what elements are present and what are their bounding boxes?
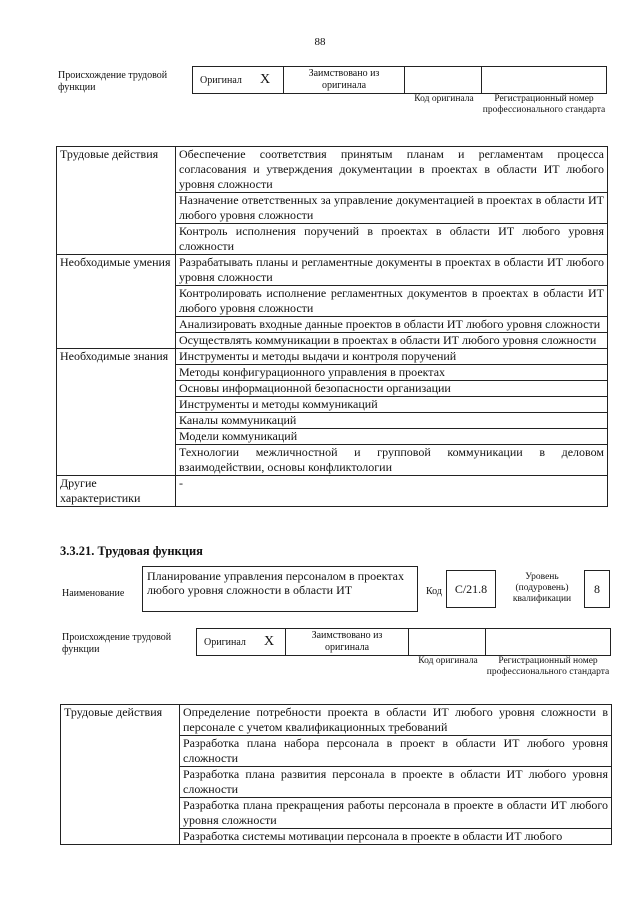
reg-number-caption: Регистрационный номер профессионального стандарта (486, 656, 610, 677)
table-cell: Назначение ответственных за управление документацией в проектах в области ИТ любого уровня сложности (176, 193, 608, 224)
row-head: Трудовые действия (57, 147, 176, 255)
table-cell: Инструменты и методы коммуникаций (176, 397, 608, 413)
borrowed-label: Заимствовано из оригинала (308, 68, 380, 91)
table-cell: Модели коммуникаций (176, 429, 608, 445)
table-row (57, 349, 608, 365)
origin-label: Происхождение трудовой функции (62, 632, 172, 655)
row-head: Необходимые знания (57, 349, 176, 476)
reg-number-cell (481, 66, 607, 94)
section-heading: 3.3.21. Трудовая функция (60, 544, 203, 558)
code-original-cell (404, 66, 482, 94)
row-head: Необходимые умения (57, 255, 176, 349)
labor-function-table-2 (60, 704, 612, 845)
table-cell: Разработка плана прекращения работы персонала в проекте в области ИТ любого уровня сложности (180, 798, 612, 829)
name-label: Наименование (62, 588, 125, 599)
reg-number-cell (485, 628, 611, 656)
level-label: Уровень (подуровень) квалификации (512, 572, 572, 604)
labor-function-table-1 (56, 146, 608, 507)
table-cell: Разрабатывать планы и регламентные документы в проектах в области ИТ любого уровня сложности (176, 255, 608, 286)
table-cell: Разработка системы мотивации персонала в проекте в области ИТ любого (180, 829, 612, 845)
table-cell: Инструменты и методы выдачи и контроля поручений (176, 349, 608, 365)
table-cell: Осуществлять коммуникации в проектах в области ИТ любого уровня сложности (176, 333, 608, 349)
row-head: Другие характеристики (57, 476, 176, 507)
code-value: C/21.8 (446, 570, 496, 608)
origin-label: Происхождение трудовой функции (58, 70, 168, 93)
table-cell: Технологии межличностной и групповой коммуникации в деловом взаимодействии, основы конфликтологии (176, 445, 608, 476)
original-mark: X (264, 634, 275, 649)
code-label: Код (426, 586, 442, 597)
reg-number-caption: Регистрационный номер профессионального стандарта (482, 94, 606, 115)
page-number: 88 (314, 36, 326, 48)
code-original-caption: Код оригинала (414, 94, 474, 104)
table-cell: Разработка плана развития персонала в проекте в области ИТ любого уровня сложности (180, 767, 612, 798)
table-cell: Контролировать исполнение регламентных документов в проектах в области ИТ любого уровня сложности (176, 286, 608, 317)
table-cell: Контроль исполнения поручений в проектах в области ИТ любого уровня сложности (176, 224, 608, 255)
borrowed-label: Заимствовано из оригинала (311, 630, 383, 653)
code-original-cell (408, 628, 486, 656)
table-row (57, 476, 608, 507)
table-cell: Анализировать входные данные проектов в области ИТ любого уровня сложности (176, 317, 608, 333)
table-cell: Разработка плана набора персонала в проект в области ИТ любого уровня сложности (180, 736, 612, 767)
row-head: Трудовые действия (61, 705, 180, 845)
table-cell: Методы конфигурационного управления в проектах (176, 365, 608, 381)
table-cell: Обеспечение соответствия принятым планам и регламентам процесса согласования и утверждения документации в проектах в области ИТ любого уровня сложности (176, 147, 608, 193)
table-cell: Основы информационной безопасности организации (176, 381, 608, 397)
table-row (57, 255, 608, 286)
name-value: Планирование управления персоналом в проектах любого уровня сложности в области ИТ (142, 566, 418, 612)
original-label: Оригинал (200, 75, 242, 86)
level-value: 8 (584, 570, 610, 608)
table-cell: Определение потребности проекта в области ИТ любого уровня сложности в персонале с учетом квалификационных требований (180, 705, 612, 736)
code-original-caption: Код оригинала (418, 656, 478, 666)
table-row (57, 147, 608, 193)
original-label: Оригинал (204, 637, 246, 648)
table-row (61, 705, 612, 736)
original-mark: X (260, 72, 271, 87)
table-cell: Каналы коммуникаций (176, 413, 608, 429)
table-cell: - (176, 476, 608, 507)
